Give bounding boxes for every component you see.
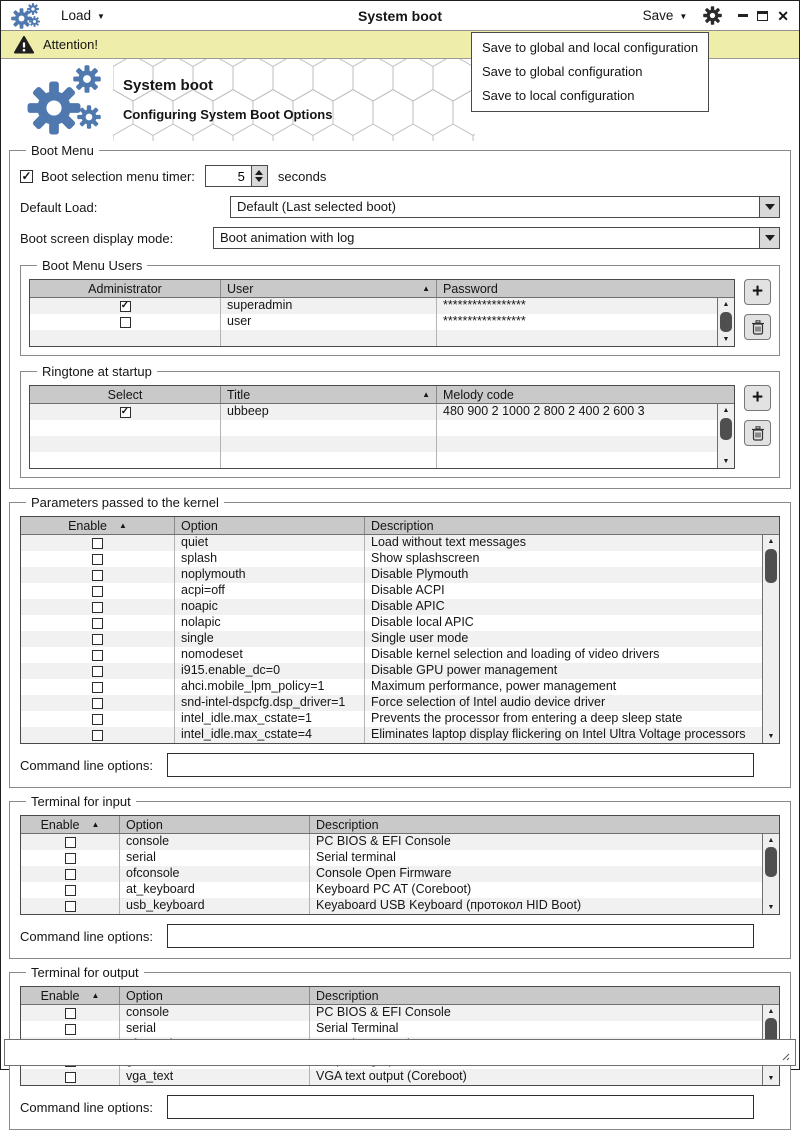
vertical-scrollbar[interactable]: [762, 834, 779, 914]
column-header-select[interactable]: [30, 386, 220, 403]
table-cell: noapic: [174, 599, 364, 615]
scroll-down-icon[interactable]: ▼: [722, 458, 730, 465]
boot-timer-checkbox[interactable]: ✓: [21, 169, 32, 183]
table-row[interactable]: [21, 898, 762, 914]
column-header-melody-code[interactable]: [436, 386, 734, 403]
boot-timer-stepper[interactable]: [251, 165, 268, 187]
table-cell: [436, 420, 717, 436]
table-row[interactable]: [30, 452, 717, 468]
table-cell: [220, 436, 436, 452]
column-header-option[interactable]: [119, 816, 309, 833]
row-checkbox[interactable]: [65, 901, 76, 912]
table-cell: Disable GPU power management: [364, 663, 762, 679]
column-header-label: Description: [371, 518, 434, 533]
column-header-label: Administrator: [88, 281, 162, 296]
row-checkbox[interactable]: [65, 1024, 76, 1035]
checkbox-cell: [21, 850, 119, 866]
add-user-button[interactable]: [744, 279, 771, 305]
save-menu-label: Save: [642, 8, 674, 23]
table-cell: intel_idle.max_cstate=1: [174, 711, 364, 727]
kernel-params-fieldset: [9, 495, 791, 788]
row-checkbox[interactable]: [92, 666, 103, 677]
column-header-user[interactable]: [220, 280, 436, 297]
table-cell: PC BIOS & EFI Console: [309, 834, 762, 850]
table-cell: ubbeep: [220, 404, 436, 420]
scrollbar-thumb[interactable]: [720, 312, 732, 332]
row-checkbox[interactable]: [92, 682, 103, 693]
chevron-down-icon: ▼: [97, 11, 105, 21]
boot-timer-input[interactable]: [205, 165, 251, 187]
table-row[interactable]: [30, 436, 717, 452]
table-cell: usb_keyboard: [119, 898, 309, 914]
boot-timer-label: Boot selection menu timer:: [41, 168, 195, 184]
checkbox-cell: [21, 679, 174, 695]
checkbox-cell: [30, 420, 220, 436]
page-subtitle: Configuring System Boot Options: [123, 107, 333, 122]
delete-user-button[interactable]: [744, 314, 771, 340]
column-header-label: Title: [227, 387, 251, 402]
row-checkbox[interactable]: [65, 885, 76, 896]
dropdown-arrow-button[interactable]: [759, 197, 779, 217]
column-header-label: Option: [126, 817, 163, 832]
table-cell: [436, 436, 717, 452]
table-cell: Disable ACPI: [364, 583, 762, 599]
table-cell: Serial Terminal: [309, 1021, 762, 1037]
column-header-option[interactable]: [119, 987, 309, 1004]
delete-ringtone-button[interactable]: [744, 420, 771, 446]
dropdown-arrow-button[interactable]: [759, 228, 779, 248]
checkbox-cell: [30, 298, 220, 314]
table-row[interactable]: [21, 679, 762, 695]
table-row[interactable]: [21, 663, 762, 679]
sort-ascending-icon: ▲: [91, 820, 100, 829]
table-cell: splash: [174, 551, 364, 567]
table-cell: superadmin: [220, 298, 436, 314]
table-cell: PC BIOS & EFI Console: [309, 1005, 762, 1021]
column-header-label: Option: [181, 518, 218, 533]
terminal-input-table: [20, 815, 780, 915]
table-cell: Disable APIC: [364, 599, 762, 615]
settings-gear-icon[interactable]: [703, 6, 722, 25]
checkbox-cell: [21, 615, 174, 631]
display-mode-label: Boot screen display mode:: [20, 230, 174, 246]
default-load-value: Default (Last selected boot): [237, 199, 396, 214]
table-cell: console: [119, 1005, 309, 1021]
table-row[interactable]: [21, 882, 762, 898]
menu-item-save-global-and-local[interactable]: Save to global and local configuration: [482, 40, 699, 55]
checkbox-cell: [21, 898, 119, 914]
row-checkbox[interactable]: [65, 853, 76, 864]
boot-menu-users-fieldset: [20, 258, 780, 356]
table-row[interactable]: [21, 1005, 762, 1021]
column-header-label: Select: [107, 387, 143, 402]
table-row[interactable]: [21, 1021, 762, 1037]
table-cell: [220, 330, 436, 346]
table-cell: Disable kernel selection and loading of video drivers: [364, 647, 762, 663]
scroll-down-icon[interactable]: ▼: [767, 904, 775, 911]
checkbox-cell: [21, 727, 174, 743]
row-checkbox[interactable]: [92, 730, 103, 741]
row-checkbox[interactable]: [92, 554, 103, 565]
titlebar: [1, 1, 799, 31]
column-header-label: Password: [443, 281, 498, 296]
column-header-label: Enable: [40, 817, 80, 832]
table-row[interactable]: [30, 314, 717, 330]
sort-ascending-icon: ▲: [422, 284, 430, 293]
row-checkbox[interactable]: [92, 698, 103, 709]
window-title: System boot: [357, 7, 442, 24]
load-menu-button[interactable]: [61, 8, 105, 23]
checkbox-cell: [21, 1021, 119, 1037]
display-mode-value: Boot animation with log: [220, 230, 355, 245]
scrollbar-thumb[interactable]: [720, 418, 732, 440]
column-header-description[interactable]: [309, 987, 779, 1004]
vertical-scrollbar[interactable]: [717, 404, 734, 468]
save-dropdown-menu: [471, 32, 709, 112]
boot-menu-fieldset: [9, 143, 791, 489]
menu-item-save-local[interactable]: Save to local configuration: [482, 88, 635, 103]
table-cell: i915.enable_dc=0: [174, 663, 364, 679]
checkbox-cell: [30, 404, 220, 420]
column-header-label: Description: [316, 988, 379, 1003]
table-cell: Prevents the processor from entering a deep sleep state: [364, 711, 762, 727]
kernel-params-table: [20, 516, 780, 744]
scrollbar-thumb[interactable]: [765, 549, 777, 583]
column-header-label: Enable: [68, 518, 107, 533]
kernel-cmdline-input[interactable]: [167, 753, 754, 777]
table-cell: Maximum performance, power management: [364, 679, 762, 695]
table-cell: ahci.mobile_lpm_policy=1: [174, 679, 364, 695]
table-body: [21, 535, 779, 743]
checkbox-cell: [30, 314, 220, 330]
checkbox-cell: [30, 452, 220, 468]
row-checkbox[interactable]: [65, 1072, 76, 1083]
row-checkbox[interactable]: [92, 602, 103, 613]
checkbox-cell: [21, 866, 119, 882]
table-cell: Keyboard PC AT (Coreboot): [309, 882, 762, 898]
table-row[interactable]: [21, 615, 762, 631]
table-header-row: [21, 987, 779, 1005]
terminal-input-cmdline-label: Command line options:: [20, 928, 153, 944]
terminal-input-cmdline-input[interactable]: [167, 924, 754, 948]
table-cell: at_keyboard: [119, 882, 309, 898]
checkbox-cell: [21, 711, 174, 727]
terminal-output-cmdline-label: Command line options:: [20, 1099, 153, 1115]
row-checkbox[interactable]: [92, 650, 103, 661]
table-row[interactable]: [21, 695, 762, 711]
table-row[interactable]: [21, 647, 762, 663]
table-row[interactable]: [30, 298, 717, 314]
checkbox-cell: [21, 631, 174, 647]
row-checkbox[interactable]: [65, 869, 76, 880]
terminal-output-cmdline-input[interactable]: [167, 1095, 754, 1119]
table-row[interactable]: [21, 850, 762, 866]
table-cell: acpi=off: [174, 583, 364, 599]
table-cell: *****************: [436, 298, 717, 314]
default-load-label: Default Load:: [20, 199, 98, 215]
scroll-up-icon[interactable]: ▲: [722, 301, 730, 308]
spin-down-icon: [255, 177, 263, 182]
column-header-option[interactable]: [174, 517, 364, 534]
add-ringtone-button[interactable]: [744, 385, 771, 411]
scroll-up-icon[interactable]: ▲: [767, 1008, 775, 1015]
table-row[interactable]: [21, 535, 762, 551]
table-cell: *****************: [436, 314, 717, 330]
warning-icon: [14, 36, 34, 54]
chevron-down-icon: [765, 204, 775, 210]
scroll-down-icon[interactable]: ▼: [722, 336, 730, 343]
table-body: [30, 298, 734, 346]
page-title: System boot: [123, 77, 214, 94]
row-checkbox[interactable]: [92, 618, 103, 629]
close-button[interactable]: ✕: [777, 7, 789, 24]
checkbox-cell: [21, 663, 174, 679]
table-cell: nomodeset: [174, 647, 364, 663]
row-checkbox[interactable]: [92, 538, 103, 549]
checkbox-cell: [21, 695, 174, 711]
spin-up-icon: [255, 170, 263, 175]
checkbox-cell: [21, 583, 174, 599]
row-checkbox[interactable]: [92, 586, 103, 597]
checkbox-cell: [21, 1005, 119, 1021]
table-row[interactable]: [21, 583, 762, 599]
kernel-cmdline-label: Command line options:: [20, 757, 153, 773]
ringtone-fieldset: [20, 364, 780, 478]
table-header-row: [21, 517, 779, 535]
row-checkbox[interactable]: [120, 317, 131, 328]
load-menu-label: Load: [61, 8, 92, 23]
column-header-enable[interactable]: [21, 987, 119, 1004]
checkbox-cell: [21, 834, 119, 850]
table-cell: snd-intel-dspcfg.dsp_driver=1: [174, 695, 364, 711]
vertical-scrollbar[interactable]: [717, 298, 734, 346]
table-row[interactable]: [30, 404, 717, 420]
table-cell: Keyaboard USB Keyboard (протокол HID Boot): [309, 898, 762, 914]
table-cell: quiet: [174, 535, 364, 551]
table-cell: [220, 420, 436, 436]
boot-menu-users-legend: Boot Menu Users: [42, 258, 143, 273]
table-cell: Disable Plymouth: [364, 567, 762, 583]
table-header-row: [21, 816, 779, 834]
table-cell: single: [174, 631, 364, 647]
scroll-down-icon[interactable]: ▼: [767, 733, 775, 740]
checkbox-cell: [21, 882, 119, 898]
table-cell: noplymouth: [174, 567, 364, 583]
table-cell: Load without text messages: [364, 535, 762, 551]
trash-icon: [751, 320, 765, 335]
row-checkbox[interactable]: [92, 714, 103, 725]
checkbox-cell: [30, 330, 220, 346]
chevron-down-icon: [765, 235, 775, 241]
column-header-description[interactable]: [309, 816, 779, 833]
table-cell: [436, 330, 717, 346]
app-gears-icon: [11, 3, 45, 29]
terminal-input-legend: Terminal for input: [31, 794, 131, 809]
column-header-label: Description: [316, 817, 379, 832]
table-cell: [436, 452, 717, 468]
table-cell: Serial terminal: [309, 850, 762, 866]
column-header-title[interactable]: [220, 386, 436, 403]
table-row[interactable]: [21, 631, 762, 647]
column-header-description[interactable]: [364, 517, 779, 534]
chevron-down-icon: ▼: [679, 11, 688, 21]
row-checkbox[interactable]: ✓: [120, 300, 130, 311]
save-menu-button[interactable]: [643, 8, 688, 23]
checkbox-cell: [21, 599, 174, 615]
table-row[interactable]: [21, 1069, 762, 1085]
checkbox-cell: [21, 551, 174, 567]
scrollbar-thumb[interactable]: [765, 847, 777, 877]
table-cell: Force selection of Intel audio device driver: [364, 695, 762, 711]
table-cell: ofconsole: [119, 866, 309, 882]
sort-ascending-icon: ▲: [119, 521, 127, 530]
attention-text: Attention!: [43, 37, 98, 52]
table-cell: serial: [119, 1021, 309, 1037]
checkbox-cell: [21, 567, 174, 583]
users-table: [29, 279, 735, 347]
table-header-row: [30, 280, 734, 298]
checkbox-cell: [21, 535, 174, 551]
table-cell: nolapic: [174, 615, 364, 631]
table-cell: Eliminates laptop display flickering on Intel Ultra Voltage processors: [364, 727, 762, 743]
column-header-password[interactable]: [436, 280, 734, 297]
row-checkbox[interactable]: [92, 570, 103, 581]
table-cell: [220, 452, 436, 468]
table-cell: Single user mode: [364, 631, 762, 647]
sort-ascending-icon: ▲: [91, 991, 100, 1000]
table-cell: 480 900 2 1000 2 800 2 400 2 600 3: [436, 404, 717, 420]
table-cell: vga_text: [119, 1069, 309, 1085]
row-checkbox[interactable]: ✓: [120, 406, 130, 417]
table-cell: Show splashscreen: [364, 551, 762, 567]
column-header-administrator[interactable]: [30, 280, 220, 297]
table-row[interactable]: [30, 330, 717, 346]
table-cell: user: [220, 314, 436, 330]
column-header-label: User: [227, 281, 254, 296]
row-checkbox[interactable]: [65, 1008, 76, 1019]
table-row[interactable]: [21, 551, 762, 567]
table-header-row: [30, 386, 734, 404]
plus-icon: +: [751, 280, 764, 302]
table-cell: intel_idle.max_cstate=4: [174, 727, 364, 743]
table-cell: serial: [119, 850, 309, 866]
table-row[interactable]: [21, 567, 762, 583]
boot-timer-unit: seconds: [277, 168, 327, 184]
scroll-down-icon[interactable]: ▼: [767, 1075, 775, 1082]
table-cell: console: [119, 834, 309, 850]
scroll-up-icon[interactable]: ▲: [767, 837, 775, 844]
row-checkbox[interactable]: [92, 634, 103, 645]
checkbox-cell: [21, 647, 174, 663]
terminal-output-table: [20, 986, 780, 1086]
table-body: [30, 404, 734, 468]
terminal-output-legend: Terminal for output: [31, 965, 139, 980]
vertical-scrollbar[interactable]: [762, 535, 779, 743]
table-cell: Disable local APIC: [364, 615, 762, 631]
scroll-up-icon[interactable]: ▲: [722, 407, 730, 414]
display-mode-select[interactable]: [213, 227, 780, 249]
kernel-params-legend: Parameters passed to the kernel: [31, 495, 219, 510]
app-logo-gears: [27, 65, 113, 137]
column-header-label: Melody code: [443, 387, 514, 402]
table-cell: VGA text output (Coreboot): [309, 1069, 762, 1085]
status-bar: [4, 1039, 796, 1066]
checkbox-cell: [30, 436, 220, 452]
column-header-enable[interactable]: [21, 816, 119, 833]
boot-menu-legend: Boot Menu: [31, 143, 94, 158]
terminal-input-fieldset: [9, 794, 791, 959]
ringtone-legend: Ringtone at startup: [42, 364, 152, 379]
column-header-label: Option: [126, 988, 163, 1003]
table-row[interactable]: [21, 599, 762, 615]
table-cell: Console Open Firmware: [309, 866, 762, 882]
table-row[interactable]: [30, 420, 717, 436]
maximize-button[interactable]: [757, 11, 768, 21]
resize-grip[interactable]: [778, 1049, 790, 1061]
table-row[interactable]: [21, 727, 762, 743]
sort-ascending-icon: ▲: [422, 390, 430, 399]
default-load-select[interactable]: [230, 196, 780, 218]
table-body: [21, 834, 779, 914]
table-row[interactable]: [21, 711, 762, 727]
scroll-up-icon[interactable]: ▲: [767, 538, 775, 545]
menu-item-save-global[interactable]: Save to global configuration: [482, 64, 643, 79]
column-header-enable[interactable]: [21, 517, 174, 534]
plus-icon: +: [751, 386, 764, 408]
ringtone-table: [29, 385, 735, 469]
column-header-label: Enable: [40, 988, 80, 1003]
row-checkbox[interactable]: [65, 837, 76, 848]
minimize-button[interactable]: [738, 14, 748, 17]
hexagon-pattern-background: [113, 59, 475, 141]
trash-icon: [751, 426, 765, 441]
table-row[interactable]: [21, 866, 762, 882]
checkbox-cell: [21, 1069, 119, 1085]
table-row[interactable]: [21, 834, 762, 850]
